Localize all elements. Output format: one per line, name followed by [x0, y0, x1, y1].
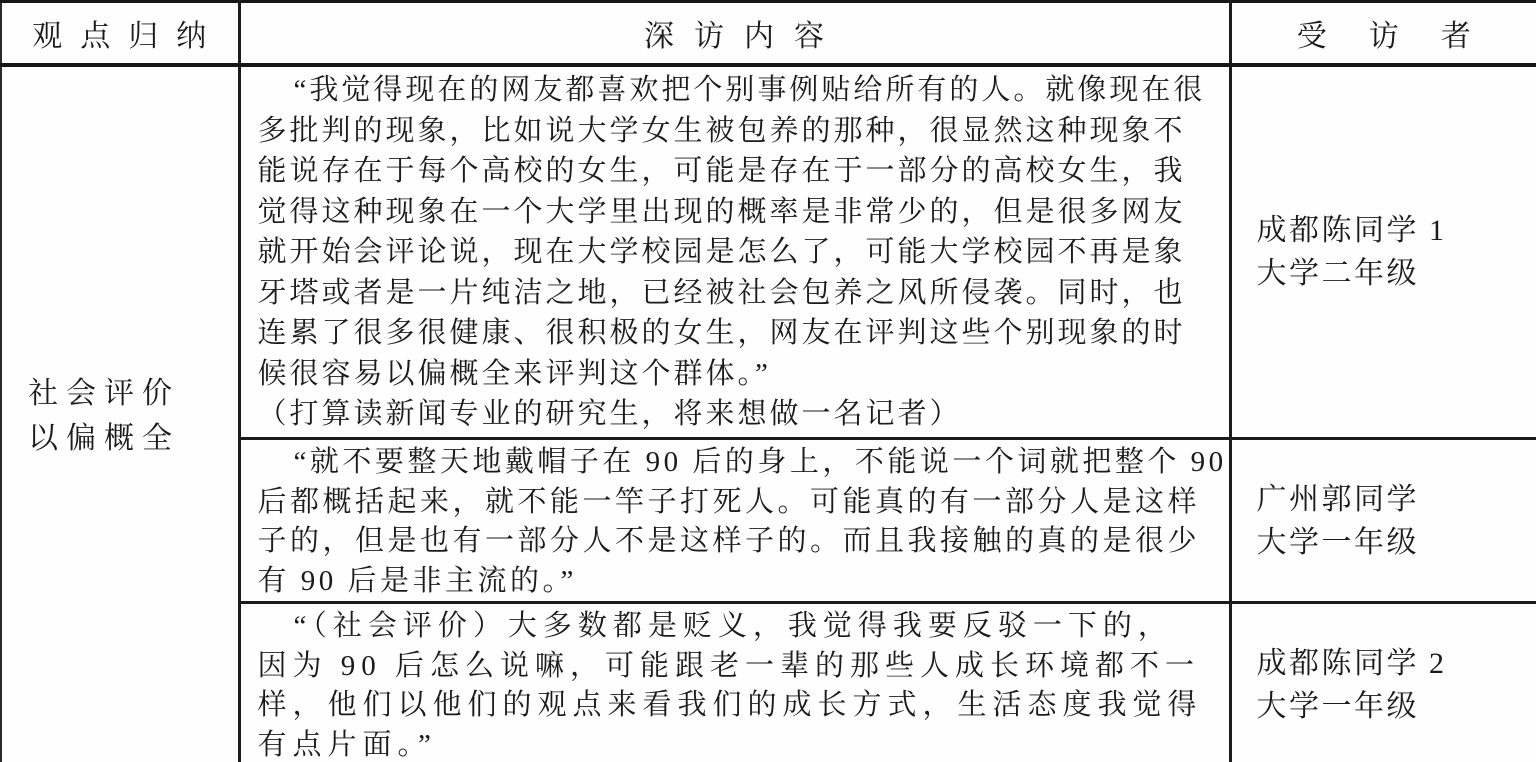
interviewee-line: 大学一年级 — [1256, 689, 1419, 723]
interviewee-cell — [1230, 65, 1536, 439]
content-line: “我觉得现在的网友都喜欢把个别事例贴给所有的人。就像现在很 — [293, 74, 1206, 106]
content-line: 觉得这种现象在一个大学里出现的概率是非常少的，但是很多网友 — [257, 195, 1186, 228]
column-header-content: 深访内容 — [239, 2, 1230, 66]
interviewee-line: 成都陈同学 2 — [1256, 646, 1447, 680]
interviewee-cell — [1230, 439, 1536, 603]
content-line: 能说存在于每个高校的女生，可能是存在于一部分的高校女生，我 — [257, 155, 1186, 187]
content-line: （打算读新闻专业的研究生，将来想做一名记者） — [257, 398, 962, 430]
interviewee-line: 成都陈同学 1 — [1256, 214, 1447, 247]
interview-content-cell — [239, 603, 1230, 762]
column-header-interviewee: 受访者 — [1230, 2, 1536, 66]
content-line: 多批判的现象，比如说大学女生被包养的那种，很显然这种现象不 — [257, 114, 1186, 147]
content-line: 后都概括起来，就不能一竿子打死人。可能真的有一部分人是这样 — [257, 485, 1201, 518]
content-line: “（社会评价）大多数都是贬义，我觉得我要反驳一下的， — [293, 610, 1173, 642]
content-line: 子的，但是也有一部分人不是这样子的。而且我接触的真的是很少 — [257, 525, 1201, 557]
interview-content-cell — [239, 439, 1230, 603]
interviewee-line: 大学一年级 — [1256, 525, 1419, 559]
content-line: “就不要整天地戴帽子在 90 后的身上，不能说一个词就把整个 90 — [293, 446, 1227, 478]
column-header-viewpoint: 观点归纳 — [1, 2, 239, 66]
interview-content-cell — [239, 65, 1230, 439]
content-line: 牙塔或者是一片纯洁之地，已经被社会包养之风所侵袭。同时，也 — [257, 276, 1186, 309]
table-row — [1, 65, 1536, 439]
viewpoint-cell — [1, 65, 239, 762]
interviewee-line: 大学二年级 — [1256, 257, 1419, 290]
viewpoint-line: 以偏概全 — [28, 422, 180, 455]
content-line: 就开始会评论说，现在大学校园是怎么了，可能大学校园不再是象 — [257, 236, 1186, 268]
content-line: 有 90 后是非主流的。” — [257, 564, 577, 597]
content-line: 样，他们以他们的观点来看我们的成长方式，生活态度我觉得 — [257, 689, 1203, 721]
interviewee-cell — [1230, 603, 1536, 762]
content-line: 连累了很多很健康、很积极的女生，网友在评判这些个别现象的时 — [257, 317, 1186, 349]
interviewee-line: 广州郭同学 — [1256, 482, 1419, 516]
table-header-row — [1, 2, 1536, 66]
content-line: 有点片面。” — [257, 728, 437, 761]
viewpoint-line: 社会评价 — [28, 377, 180, 410]
content-line: 候很容易以偏概全来评判这个群体。” — [257, 357, 771, 390]
content-line: 因为 90 后怎么说嘛，可能跟老一辈的那些人成长环境都不一 — [257, 649, 1201, 682]
